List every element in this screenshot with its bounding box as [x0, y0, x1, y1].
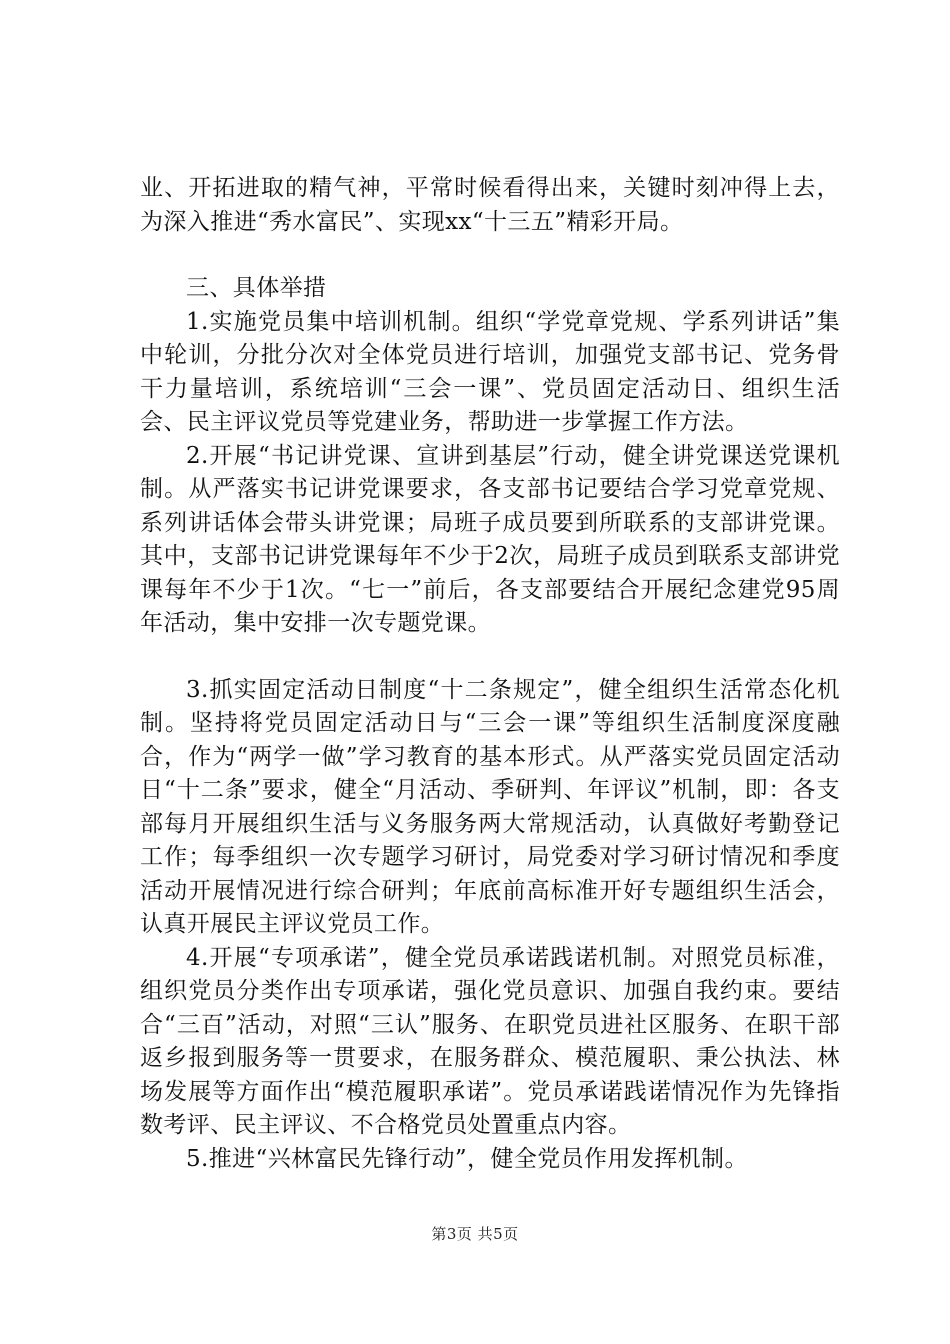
document-body — [140, 172, 840, 1176]
page-footer — [0, 1223, 950, 1244]
paragraph-continuation: 业、开拓进取的精气神，平常时候看得出来，关键时刻冲得上去，为深入推进“秀水富民”、实现xx“十三五”精彩开局。 — [140, 175, 840, 235]
page-number-label: 第3页 共5页 — [431, 1225, 519, 1243]
paragraph-item-2: 2.开展“书记讲党课、宣讲到基层”行动，健全讲党课送党课机制。从严落实书记讲党课要求，各支部书记要结合学习党章党规、系列讲话体会带头讲党课；局班子成员要到所联系的支部讲党课。其中，支部书记讲党课每年不少于2次，局班子成员到联系支部讲党课每年不少于1次。“七一”前后，各支部要结合开展纪念建党95周年活动，集中安排一次专题党课。 — [140, 442, 840, 636]
section-heading: 三、具体举措 — [186, 275, 327, 301]
paragraph-item-4: 4.开展“专项承诺”，健全党员承诺践诺机制。对照党员标准，组织党员分类作出专项承诺，强化党员意识、加强自我约束。要结合“三百”活动，对照“三认”服务、在职党员进社区服务、在职干部返乡报到服务等一贯要求，在服务群众、模范履职、秉公执法、林场发展等方面作出“模范履职承诺”。党员承诺践诺情况作为先锋指数考评、民主评议、不合格党员处置重点内容。 — [140, 944, 840, 1138]
paragraph-item-1: 1.实施党员集中培训机制。组织“学党章党规、学系列讲话”集中轮训，分批分次对全体党员进行培训，加强党支部书记、党务骨干力量培训，系统培训“三会一课”、党员固定活动日、组织生活会、民主评议党员等党建业务，帮助进一步掌握工作方法。 — [140, 308, 840, 435]
paragraph-item-3: 3.抓实固定活动日制度“十二条规定”，健全组织生活常态化机制。坚持将党员固定活动日与“三会一课”等组织生活制度深度融合，作为“两学一做”学习教育的基本形式。从严落实党员固定活动日“十二条”要求，健全“月活动、季研判、年评议”机制，即：各支部每月开展组织生活与义务服务两大常规活动，认真做好考勤登记工作；每季组织一次专题学习研讨，局党委对学习研讨情况和季度活动开展情况进行综合研判；年底前高标准开好专题组织生活会，认真开展民主评议党员工作。 — [140, 676, 840, 937]
paragraph-item-5: 5.推进“兴林富民先锋行动”，健全党员作用发挥机制。 — [186, 1145, 748, 1172]
